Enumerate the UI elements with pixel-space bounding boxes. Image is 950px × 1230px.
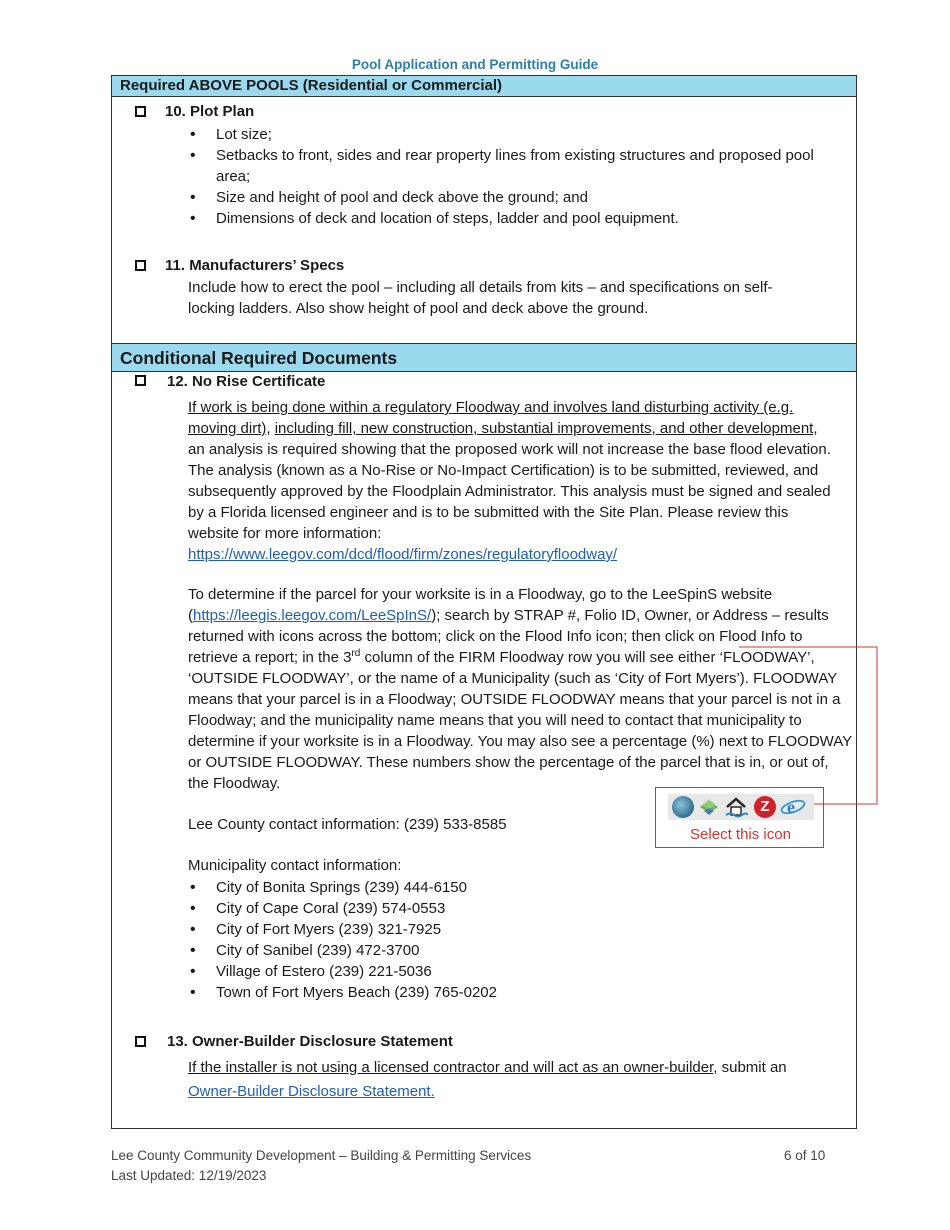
list-item: • City of Cape Coral (239) 574-0553 (188, 898, 638, 919)
section-heading-text: Conditional Required Documents (120, 348, 398, 368)
list-item: • Lot size; (188, 124, 818, 145)
list-item: • Setbacks to front, sides and rear property lines from existing structures and proposed pool area; (188, 145, 818, 187)
icon-strip (668, 794, 814, 820)
superscript-rd: rd (351, 648, 361, 659)
section-heading-text: Required ABOVE POOLS (Residential or Commercial) (120, 77, 503, 94)
item-13-title: 13. Owner-Builder Disclosure Statement (167, 1033, 453, 1050)
municipality-contact-heading: Municipality contact information: (188, 857, 402, 874)
floodway-requirement-text: an analysis is required showing that the proposed work will not increase the base flood elevation. The analysis (known as a No-Rise or No-Impact Certification) is to be submitted, reviewed, and subsequently approved by the Floodplain Administrator. This analysis must be signed and sealed by a Florida licensed engineer and is to be submitted with the Site Plan. Please review this website for more information: (188, 441, 831, 542)
zillow-icon[interactable]: Z (754, 796, 776, 818)
separator-text: , (266, 420, 275, 437)
internet-explorer-icon[interactable] (780, 796, 806, 818)
map-layers-icon[interactable] (698, 797, 720, 817)
leespins-text-b: ); search by STRAP #, Folio ID, Owner, or Address – results returned with icons across the bottom; click on the Flood Info icon; then click on Flood Info to retrieve a report; in the 3 (188, 607, 829, 666)
item-12-title: 12. No Rise Certificate (167, 373, 326, 390)
owner-builder-text: , submit an (713, 1059, 787, 1076)
list-item: • City of Fort Myers (239) 321-7925 (188, 919, 638, 940)
leespins-text-a: To determine if the parcel for your worksite is in a Floodway, go to the LeeSpinS website ( (188, 586, 773, 624)
lee-county-contact: Lee County contact information: (239) 533-8585 (188, 816, 507, 833)
owner-builder-condition: If the installer is not using a licensed contractor and will act as an owner-builder (188, 1059, 714, 1076)
leespins-link[interactable]: https://leegis.leegov.com/LeeSpInS/ (193, 607, 432, 624)
floodway-condition-b: including fill, new construction, substantial improvements, and other development, (274, 420, 818, 437)
item-11-body: Include how to erect the pool – including all details from kits – and specifications on self-locking ladders. Also show height of pool and deck above the ground. (188, 279, 773, 317)
svg-text:e: e (787, 797, 795, 817)
leespins-text-c: column of the FIRM Floodway row you will see either ‘FLOODWAY’, ‘OUTSIDE FLOODWAY’, or the name of a Municipality (such as ‘City of Fort Myers’). FLOODWAY means that your parcel is in a Floodway; OUTSIDE FLOODWAY means that your parcel is not in a Floodway; and the municipality name means that you will need to contact that municipality to determine if your worksite is in a Floodway. You may also see a percentage (%) next to FLOODWAY or OUTSIDE FLOODWAY. These numbers show the percentage of the parcel that is in, or out of, the Floodway. (188, 649, 852, 792)
item-10-title: 10. Plot Plan (165, 103, 255, 120)
item-13-checkbox[interactable] (135, 1036, 146, 1047)
regulatory-floodway-link[interactable]: https://www.leegov.com/dcd/flood/firm/zones/regulatoryfloodway/ (188, 546, 618, 563)
footer-page-number: 6 of 10 (784, 1148, 826, 1163)
owner-builder-paragraph (188, 1056, 838, 1104)
icon-callout-box (655, 787, 824, 848)
footer-org: Lee County Community Development – Building & Permitting Services (111, 1148, 532, 1163)
list-item: • Size and height of pool and deck above the ground; and (188, 187, 818, 208)
list-item: • Dimensions of deck and location of steps, ladder and pool equipment. (188, 208, 818, 229)
globe-icon[interactable] (672, 796, 694, 818)
callout-line (739, 647, 877, 804)
footer-updated: Last Updated: 12/19/2023 (111, 1168, 267, 1183)
page-header-title: Pool Application and Permitting Guide (351, 57, 599, 72)
floodway-condition-a: If work is being done within a regulatory Floodway and involves land disturbing activity (e.g. moving dirt) (188, 399, 794, 437)
list-item: • City of Bonita Springs (239) 444-6150 (188, 877, 638, 898)
item-11-title: 11. Manufacturers’ Specs (165, 257, 345, 274)
flood-house-icon[interactable] (724, 796, 748, 818)
list-item: • Town of Fort Myers Beach (239) 765-0202 (188, 982, 638, 1003)
list-item: • Village of Estero (239) 221-5036 (188, 961, 638, 982)
owner-builder-statement-link[interactable]: Owner-Builder Disclosure Statement. (188, 1083, 435, 1100)
list-item: • City of Sanibel (239) 472-3700 (188, 940, 638, 961)
callout-label: Select this icon (690, 826, 791, 843)
